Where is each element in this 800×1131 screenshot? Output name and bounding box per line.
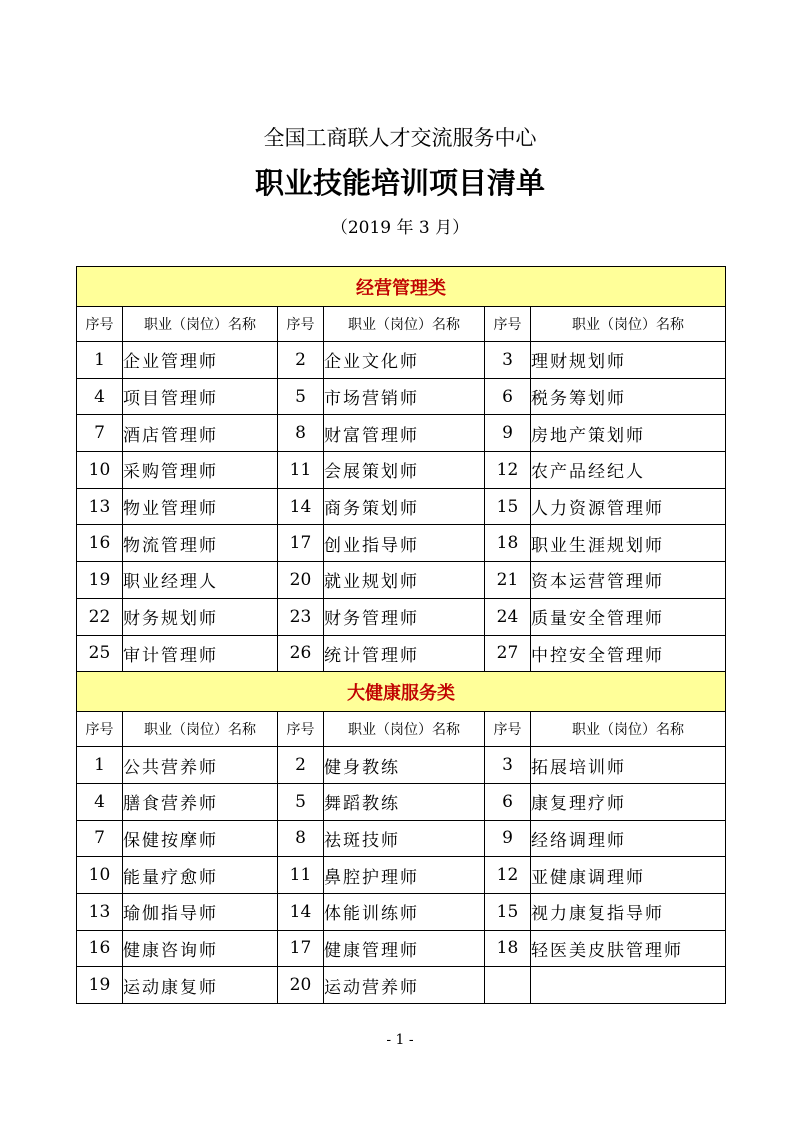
item-name: 康复理疗师: [531, 783, 726, 820]
table-row: [77, 893, 726, 930]
item-number: 22: [77, 598, 123, 635]
item-name: 就业规划师: [324, 562, 485, 599]
item-number: [485, 967, 531, 1004]
item-number: 10: [77, 452, 123, 489]
item-name: 企业管理师: [123, 342, 278, 379]
item-name: 鼻腔护理师: [324, 857, 485, 894]
table-row: [77, 452, 726, 489]
item-name: 膳食营养师: [123, 783, 278, 820]
item-number: 19: [77, 967, 123, 1004]
item-number: 5: [278, 783, 324, 820]
column-header-name: 职业（岗位）名称: [123, 712, 278, 747]
column-header-number: 序号: [77, 712, 123, 747]
item-number: 16: [77, 930, 123, 967]
item-number: 6: [485, 378, 531, 415]
item-name: 轻医美皮肤管理师: [531, 930, 726, 967]
item-name: 酒店管理师: [123, 415, 278, 452]
item-number: 4: [77, 378, 123, 415]
item-number: 18: [485, 525, 531, 562]
column-header-number: 序号: [485, 307, 531, 342]
item-name: 创业指导师: [324, 525, 485, 562]
item-name: 经络调理师: [531, 820, 726, 857]
item-name: 项目管理师: [123, 378, 278, 415]
item-name: 拓展培训师: [531, 747, 726, 784]
item-number: 13: [77, 893, 123, 930]
item-name: 审计管理师: [123, 635, 278, 672]
table-row: [77, 747, 726, 784]
item-name: 健康管理师: [324, 930, 485, 967]
organization-name: 全国工商联人才交流服务中心: [263, 126, 537, 150]
item-name: 亚健康调理师: [531, 857, 726, 894]
item-name: 职业生涯规划师: [531, 525, 726, 562]
item-name: 祛斑技师: [324, 820, 485, 857]
column-header-number: 序号: [278, 712, 324, 747]
document-date: （2019 年 3 月）: [330, 218, 470, 238]
item-number: 13: [77, 488, 123, 525]
item-number: 16: [77, 525, 123, 562]
item-number: 3: [485, 342, 531, 379]
item-number: 19: [77, 562, 123, 599]
item-number: 25: [77, 635, 123, 672]
item-name: 质量安全管理师: [531, 598, 726, 635]
item-name: 财富管理师: [324, 415, 485, 452]
item-number: 18: [485, 930, 531, 967]
item-number: 14: [278, 488, 324, 525]
column-header-row: [77, 712, 726, 747]
item-name: 公共营养师: [123, 747, 278, 784]
item-name: 税务筹划师: [531, 378, 726, 415]
item-name: 理财规划师: [531, 342, 726, 379]
item-name: 会展策划师: [324, 452, 485, 489]
item-number: 1: [77, 747, 123, 784]
column-header-name: 职业（岗位）名称: [324, 307, 485, 342]
item-name: 统计管理师: [324, 635, 485, 672]
table-row: [77, 342, 726, 379]
column-header-name: 职业（岗位）名称: [531, 712, 726, 747]
item-number: 1: [77, 342, 123, 379]
table-row: [77, 783, 726, 820]
item-number: 10: [77, 857, 123, 894]
item-number: 9: [485, 820, 531, 857]
item-name: 物流管理师: [123, 525, 278, 562]
item-number: 4: [77, 783, 123, 820]
item-number: 15: [485, 488, 531, 525]
item-name: 农产品经纪人: [531, 452, 726, 489]
item-name: 运动营养师: [324, 967, 485, 1004]
item-name: 商务策划师: [324, 488, 485, 525]
table-row: [77, 415, 726, 452]
category-title: 大健康服务类: [77, 672, 726, 712]
column-header-name: 职业（岗位）名称: [324, 712, 485, 747]
item-name: 企业文化师: [324, 342, 485, 379]
table-row: [77, 562, 726, 599]
item-number: 14: [278, 893, 324, 930]
item-number: 15: [485, 893, 531, 930]
item-number: 11: [278, 857, 324, 894]
item-number: 5: [278, 378, 324, 415]
table-row: [77, 378, 726, 415]
item-number: 12: [485, 452, 531, 489]
category-row: [77, 672, 726, 712]
item-name: 体能训练师: [324, 893, 485, 930]
item-number: 11: [278, 452, 324, 489]
item-number: 21: [485, 562, 531, 599]
item-number: 8: [278, 415, 324, 452]
table-row: [77, 857, 726, 894]
item-number: 7: [77, 415, 123, 452]
item-number: 9: [485, 415, 531, 452]
item-number: 24: [485, 598, 531, 635]
item-name: 人力资源管理师: [531, 488, 726, 525]
item-number: 12: [485, 857, 531, 894]
document-title: 职业技能培训项目清单: [254, 166, 545, 200]
training-project-table: [76, 266, 726, 1004]
item-name: 能量疗愈师: [123, 857, 278, 894]
item-name: 采购管理师: [123, 452, 278, 489]
item-name: 中控安全管理师: [531, 635, 726, 672]
item-number: 20: [278, 562, 324, 599]
table-row: [77, 967, 726, 1004]
item-name: 瑜伽指导师: [123, 893, 278, 930]
item-number: 7: [77, 820, 123, 857]
category-title: 经营管理类: [77, 267, 726, 307]
page-number: - 1 -: [386, 1032, 414, 1048]
item-name: 健康咨询师: [123, 930, 278, 967]
item-name: 资本运营管理师: [531, 562, 726, 599]
item-name: 市场营销师: [324, 378, 485, 415]
table-row: [77, 598, 726, 635]
item-name: 保健按摩师: [123, 820, 278, 857]
item-name: 物业管理师: [123, 488, 278, 525]
item-name: 职业经理人: [123, 562, 278, 599]
column-header-number: 序号: [77, 307, 123, 342]
item-number: 23: [278, 598, 324, 635]
item-number: 26: [278, 635, 324, 672]
item-name: 视力康复指导师: [531, 893, 726, 930]
table-row: [77, 488, 726, 525]
item-number: 8: [278, 820, 324, 857]
item-name: 舞蹈教练: [324, 783, 485, 820]
column-header-name: 职业（岗位）名称: [123, 307, 278, 342]
table-row: [77, 635, 726, 672]
item-number: 6: [485, 783, 531, 820]
item-number: 20: [278, 967, 324, 1004]
item-number: 27: [485, 635, 531, 672]
table-row: [77, 525, 726, 562]
category-row: [77, 267, 726, 307]
item-number: 17: [278, 930, 324, 967]
item-name: [531, 967, 726, 1004]
item-name: 运动康复师: [123, 967, 278, 1004]
item-name: 财务规划师: [123, 598, 278, 635]
table-row: [77, 820, 726, 857]
item-number: 2: [278, 747, 324, 784]
column-header-number: 序号: [278, 307, 324, 342]
column-header-number: 序号: [485, 712, 531, 747]
item-name: 财务管理师: [324, 598, 485, 635]
item-name: 房地产策划师: [531, 415, 726, 452]
item-number: 2: [278, 342, 324, 379]
item-number: 3: [485, 747, 531, 784]
column-header-row: [77, 307, 726, 342]
column-header-name: 职业（岗位）名称: [531, 307, 726, 342]
item-number: 17: [278, 525, 324, 562]
table-row: [77, 930, 726, 967]
item-name: 健身教练: [324, 747, 485, 784]
